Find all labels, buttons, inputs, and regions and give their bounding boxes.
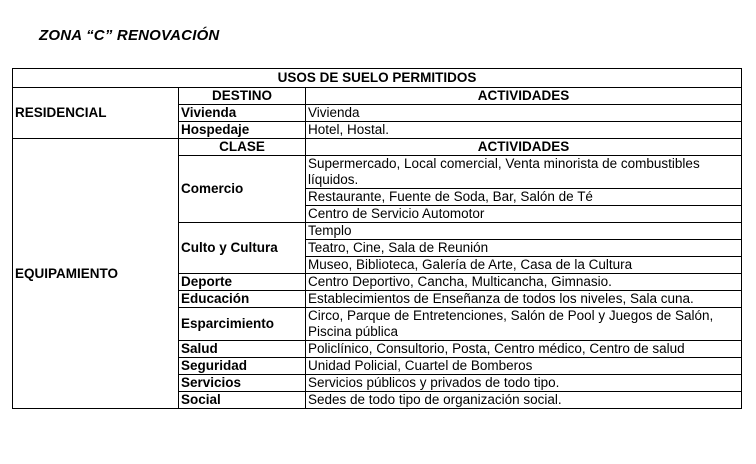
clase-cell-seguridad: Seguridad: [179, 358, 306, 375]
land-use-table: [12, 68, 742, 409]
actividad-cell: Establecimientos de Enseñanza de todos los niveles, Sala cuna.: [306, 291, 742, 308]
clase-cell-educacion: Educación: [179, 291, 306, 308]
zone-equipamiento: EQUIPAMIENTO: [13, 139, 179, 409]
actividad-cell: Sedes de todo tipo de organización social.: [306, 392, 742, 409]
zone-residencial: RESIDENCIAL: [13, 88, 179, 139]
actividad-cell: Templo: [306, 223, 742, 240]
actividad-cell: Vivienda: [306, 105, 742, 122]
actividad-cell: Teatro, Cine, Sala de Reunión: [306, 240, 742, 257]
actividad-cell: Supermercado, Local comercial, Venta minorista de combustibles líquidos.: [306, 156, 742, 189]
actividad-cell: Unidad Policial, Cuartel de Bomberos: [306, 358, 742, 375]
col-actividades-header-2: ACTIVIDADES: [306, 139, 742, 156]
actividad-cell: Museo, Biblioteca, Galería de Arte, Casa de la Cultura: [306, 257, 742, 274]
actividad-cell: Hotel, Hostal.: [306, 122, 742, 139]
clase-cell-salud: Salud: [179, 341, 306, 358]
col-clase-header: CLASE: [179, 139, 306, 156]
actividad-cell: Servicios públicos y privados de todo tipo.: [306, 375, 742, 392]
destino-cell: Hospedaje: [179, 122, 306, 139]
clase-cell-social: Social: [179, 392, 306, 409]
clase-cell-culto: Culto y Cultura: [179, 223, 306, 274]
actividad-cell: Circo, Parque de Entretenciones, Salón de Pool y Juegos de Salón, Piscina pública: [306, 308, 742, 341]
actividad-cell: Centro de Servicio Automotor: [306, 206, 742, 223]
actividad-cell: Policlínico, Consultorio, Posta, Centro médico, Centro de salud: [306, 341, 742, 358]
col-destino-header: DESTINO: [179, 88, 306, 105]
clase-cell-esparcimiento: Esparcimiento: [179, 308, 306, 341]
clase-cell-deporte: Deporte: [179, 274, 306, 291]
actividad-cell: Centro Deportivo, Cancha, Multicancha, Gimnasio.: [306, 274, 742, 291]
zone-title: ZONA “C” RENOVACIÓN: [39, 27, 220, 44]
table-header: USOS DE SUELO PERMITIDOS: [13, 69, 742, 88]
clase-cell-comercio: Comercio: [179, 156, 306, 223]
actividad-cell: Restaurante, Fuente de Soda, Bar, Salón de Té: [306, 189, 742, 206]
col-actividades-header: ACTIVIDADES: [306, 88, 742, 105]
clase-cell-servicios: Servicios: [179, 375, 306, 392]
destino-cell: Vivienda: [179, 105, 306, 122]
